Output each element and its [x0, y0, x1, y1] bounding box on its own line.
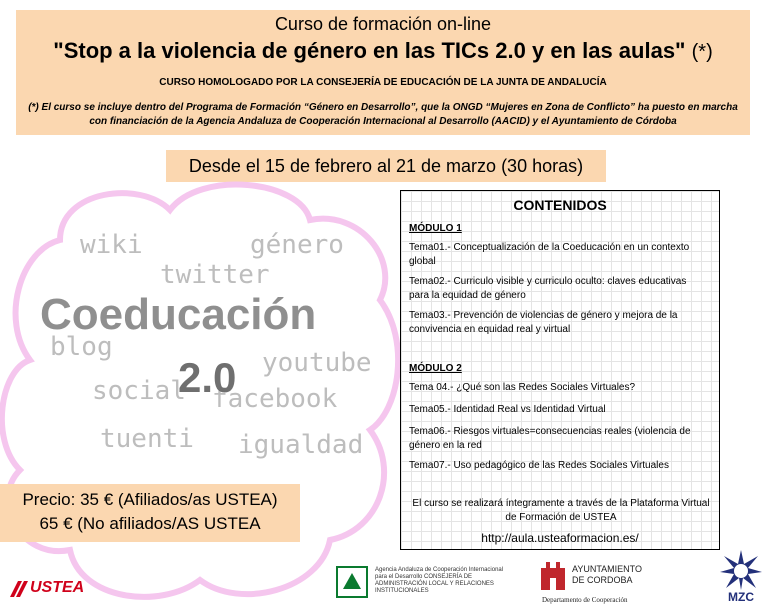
- module-2-topic-4: Tema 04.- ¿Qué son las Redes Sociales Virtuales?: [409, 382, 636, 393]
- cordoba-line1: AYUNTAMIENTO: [572, 564, 643, 574]
- junta-andalucia-logo: [335, 565, 515, 605]
- course-title-text: "Stop a la violencia de género en las TICs 2.0 y en las aulas": [53, 38, 686, 63]
- cloud-word-igualdad: igualdad: [238, 430, 364, 460]
- course-title-note: (*): [691, 41, 713, 63]
- platform-url[interactable]: http://aula.usteaformacion.es/: [481, 531, 639, 545]
- course-subtitle: Curso de formación on-line: [274, 14, 492, 34]
- module-1-topic-2: Tema02.- Curriculo visible y curriculo oculto: claves educativas para la equidad de género: [409, 276, 687, 301]
- cordoba-logo-text: [572, 564, 642, 586]
- cloud-word-wiki: wiki: [80, 230, 143, 260]
- coeducation-cloud-illustration: [0, 180, 400, 610]
- mzc-logo-text: MZC: [728, 590, 754, 604]
- accreditation-text: CURSO HOMOLOGADO POR LA CONSEJERÍA DE EDUCACIÓN DE LA JUNTA DE ANDALUCÍA: [159, 77, 607, 88]
- module-1-topic-3: Tema03.- Prevención de violencias de género y mejora de la convivencia en equidad real y virtual: [409, 310, 678, 335]
- mzc-star-icon: [718, 548, 764, 590]
- ustea-logo-text: USTEA: [30, 579, 85, 596]
- ustea-logo: [8, 575, 85, 606]
- module-2-title: MÓDULO 2: [409, 363, 462, 374]
- module-2-topic-7: Tema07.- Uso pedagógico de las Redes Sociales Virtuales: [409, 460, 669, 471]
- cloud-word-genero: género: [250, 230, 344, 260]
- price-panel: [0, 484, 300, 542]
- cordoba-crest-icon: [538, 560, 568, 592]
- price-non-members: 65 € (No afiliados/AS USTEA: [39, 514, 261, 533]
- contents-panel: [400, 190, 720, 550]
- cloud-word-facebook: facebook: [212, 384, 338, 414]
- module-1-title: MÓDULO 1: [409, 223, 462, 234]
- module-2-topic-5: Tema05.- Identidad Real vs Identidad Virtual: [409, 404, 606, 415]
- price-members: Precio: 35 € (Afiliados/as USTEA): [22, 490, 278, 509]
- cloud-word-tuenti: tuenti: [100, 424, 194, 454]
- junta-shield-icon: [335, 565, 369, 599]
- course-dates: Desde el 15 de febrero al 21 de marzo (30 horas): [166, 150, 606, 182]
- cordoba-logo: [538, 560, 643, 606]
- junta-logo-text: Agencia Andaluza de Cooperación Internacional para el Desarrollo CONSEJERÍA DE ADMINISTRACIÓN LOCAL Y RELACIONES INSTITUCIONALES: [375, 567, 504, 594]
- cordoba-line2: DE CORDOBA: [572, 575, 633, 585]
- module-2-topic-6: Tema06.- Riesgos virtuales=consecuencias reales (violencia de género en la red: [409, 426, 691, 451]
- cloud-word-social: social: [92, 376, 186, 406]
- course-title: [16, 38, 750, 64]
- cordoba-department: Departamento de Cooperación: [542, 596, 628, 604]
- platform-note: El curso se realizará íntegramente a través de la Plataforma Virtual de Formación de USTEA: [412, 498, 710, 523]
- cloud-version: 2.0: [178, 354, 237, 401]
- cloud-word-youtube: youtube: [262, 348, 372, 378]
- module-1-topic-1: Tema01.- Conceptualización de la Coeducación en un contexto global: [409, 242, 690, 267]
- mzc-logo: [718, 548, 764, 606]
- contents-title: CONTENIDOS: [513, 197, 607, 213]
- course-header: [16, 10, 750, 135]
- cloud-word-blog: blog: [50, 332, 113, 362]
- cloud-main-word: Coeducación: [40, 290, 317, 339]
- cloud-word-twitter: twitter: [160, 260, 270, 290]
- program-note: (*) El curso se incluye dentro del Programa de Formación “Género en Desarrollo”, que la ONGD “Mujeres en Zona de Conflicto” ha puesto en marcha con financiación de la Agencia Andaluza de Cooperación Internacional al Desarrollo (AACID) y el Ayuntamiento de Córdoba: [28, 102, 738, 127]
